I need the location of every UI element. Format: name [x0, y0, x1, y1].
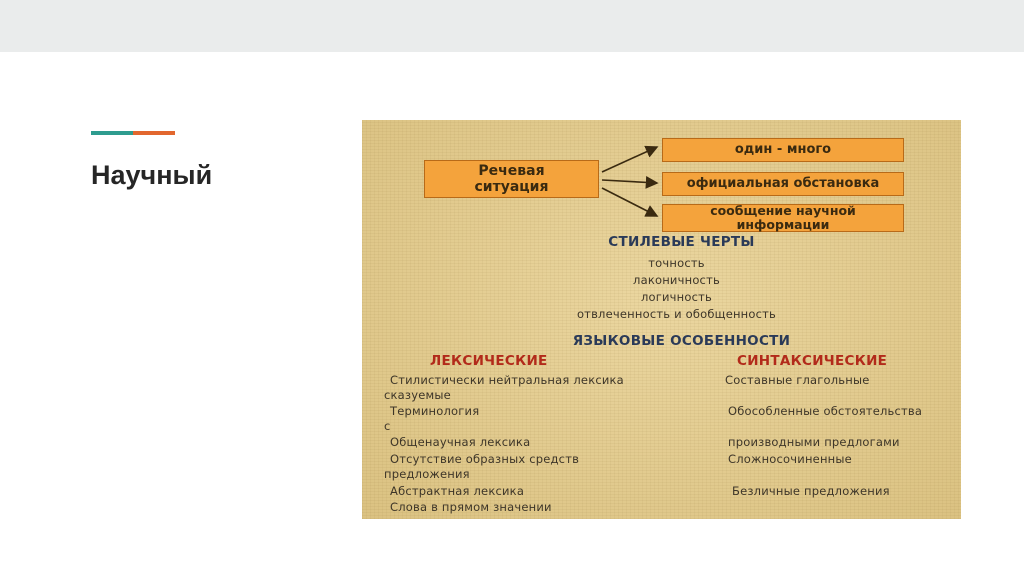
lexical-item: Общенаучная лексика	[390, 435, 531, 449]
language-features-heading: ЯЗЫКОВЫЕ ОСОБЕННОСТИ	[572, 333, 791, 349]
syntactic-item: производными предлогами	[728, 435, 900, 449]
style-feature: отвлеченность и обобщенность	[576, 307, 777, 321]
style-feature: логичность	[640, 290, 713, 304]
arrow-to-target-1	[602, 147, 657, 172]
top-bar	[0, 0, 1024, 52]
lexical-item: Слова в прямом значении	[390, 500, 552, 514]
style-feature: точность	[648, 256, 705, 270]
lexical-item: Терминология	[390, 404, 480, 418]
syntactic-heading: СИНТАКСИЧЕСКИЕ	[737, 353, 888, 369]
syntactic-item: сказуемые	[384, 388, 451, 402]
lexical-item: Абстрактная лексика	[390, 484, 525, 498]
speech-situation-box	[424, 160, 599, 198]
scientific-style-diagram	[362, 120, 961, 519]
style-features-heading: СТИЛЕВЫЕ ЧЕРТЫ	[608, 234, 755, 250]
target-box-3: сообщение научной информации	[662, 204, 904, 232]
syntactic-item: предложения	[384, 467, 470, 481]
syntactic-item: Составные глагольные	[725, 373, 870, 387]
syntactic-item: Обособленные обстоятельства	[728, 404, 923, 418]
lexical-item: Отсутствие образных средств	[390, 452, 580, 466]
slide-title: Научный	[91, 160, 213, 190]
arrow-to-target-2	[602, 180, 657, 183]
speech-box-line-2: ситуация	[474, 179, 549, 195]
accent-bar-orange	[133, 131, 175, 135]
accent-bar-teal	[91, 131, 133, 135]
lexical-heading: ЛЕКСИЧЕСКИЕ	[430, 353, 548, 369]
style-feature: лаконичность	[633, 273, 720, 287]
lexical-item: Стилистически нейтральная лексика	[390, 373, 624, 387]
arrow-to-target-3	[602, 188, 657, 216]
target-box-1: один - много	[662, 138, 904, 162]
syntactic-item: Безличные предложения	[732, 484, 890, 498]
syntactic-item: Сложносочиненные	[728, 452, 852, 466]
syntactic-item: с	[384, 419, 391, 433]
target-box-2: официальная обстановка	[662, 172, 904, 196]
speech-box-line-1: Речевая	[478, 162, 545, 179]
